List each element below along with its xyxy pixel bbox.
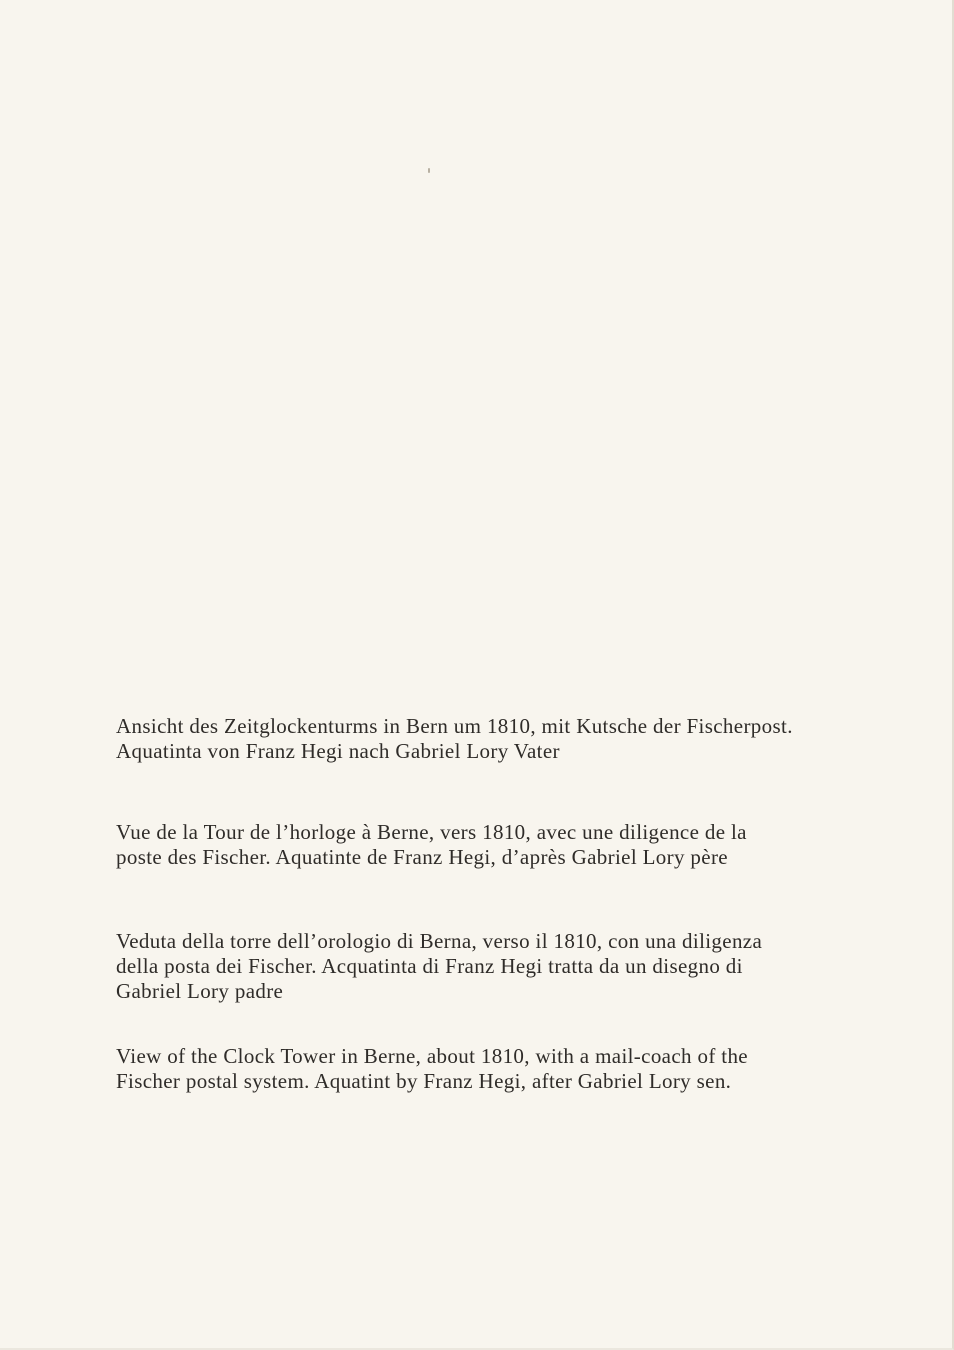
caption-german [116, 714, 816, 764]
caption-english-line-2: Fischer postal system. Aquatint by Franz Hegi, after Gabriel Lory sen. [116, 1069, 732, 1093]
caption-english-line-1: View of the Clock Tower in Berne, about 1810, with a mail-coach of the [116, 1044, 748, 1068]
paper-speck [428, 168, 430, 173]
caption-italian-line-3: Gabriel Lory padre [116, 979, 284, 1003]
caption-german-line-1: Ansicht des Zeitglockenturms in Bern um 1810, mit Kutsche der Fischerpost. [116, 714, 793, 738]
caption-italian [116, 929, 816, 1004]
caption-french-line-1: Vue de la Tour de l’horloge à Berne, vers 1810, avec une diligence de la [116, 820, 747, 844]
caption-french [116, 820, 816, 870]
caption-french-line-2: poste des Fischer. Aquatinte de Franz Hegi, d’après Gabriel Lory père [116, 845, 728, 869]
caption-english [116, 1044, 816, 1094]
caption-german-line-2: Aquatinta von Franz Hegi nach Gabriel Lory Vater [116, 739, 560, 763]
caption-italian-line-1: Veduta della torre dell’orologio di Berna, verso il 1810, con una diligenza [116, 929, 763, 953]
caption-italian-line-2: della posta dei Fischer. Acquatinta di Franz Hegi tratta da un disegno di [116, 954, 743, 978]
